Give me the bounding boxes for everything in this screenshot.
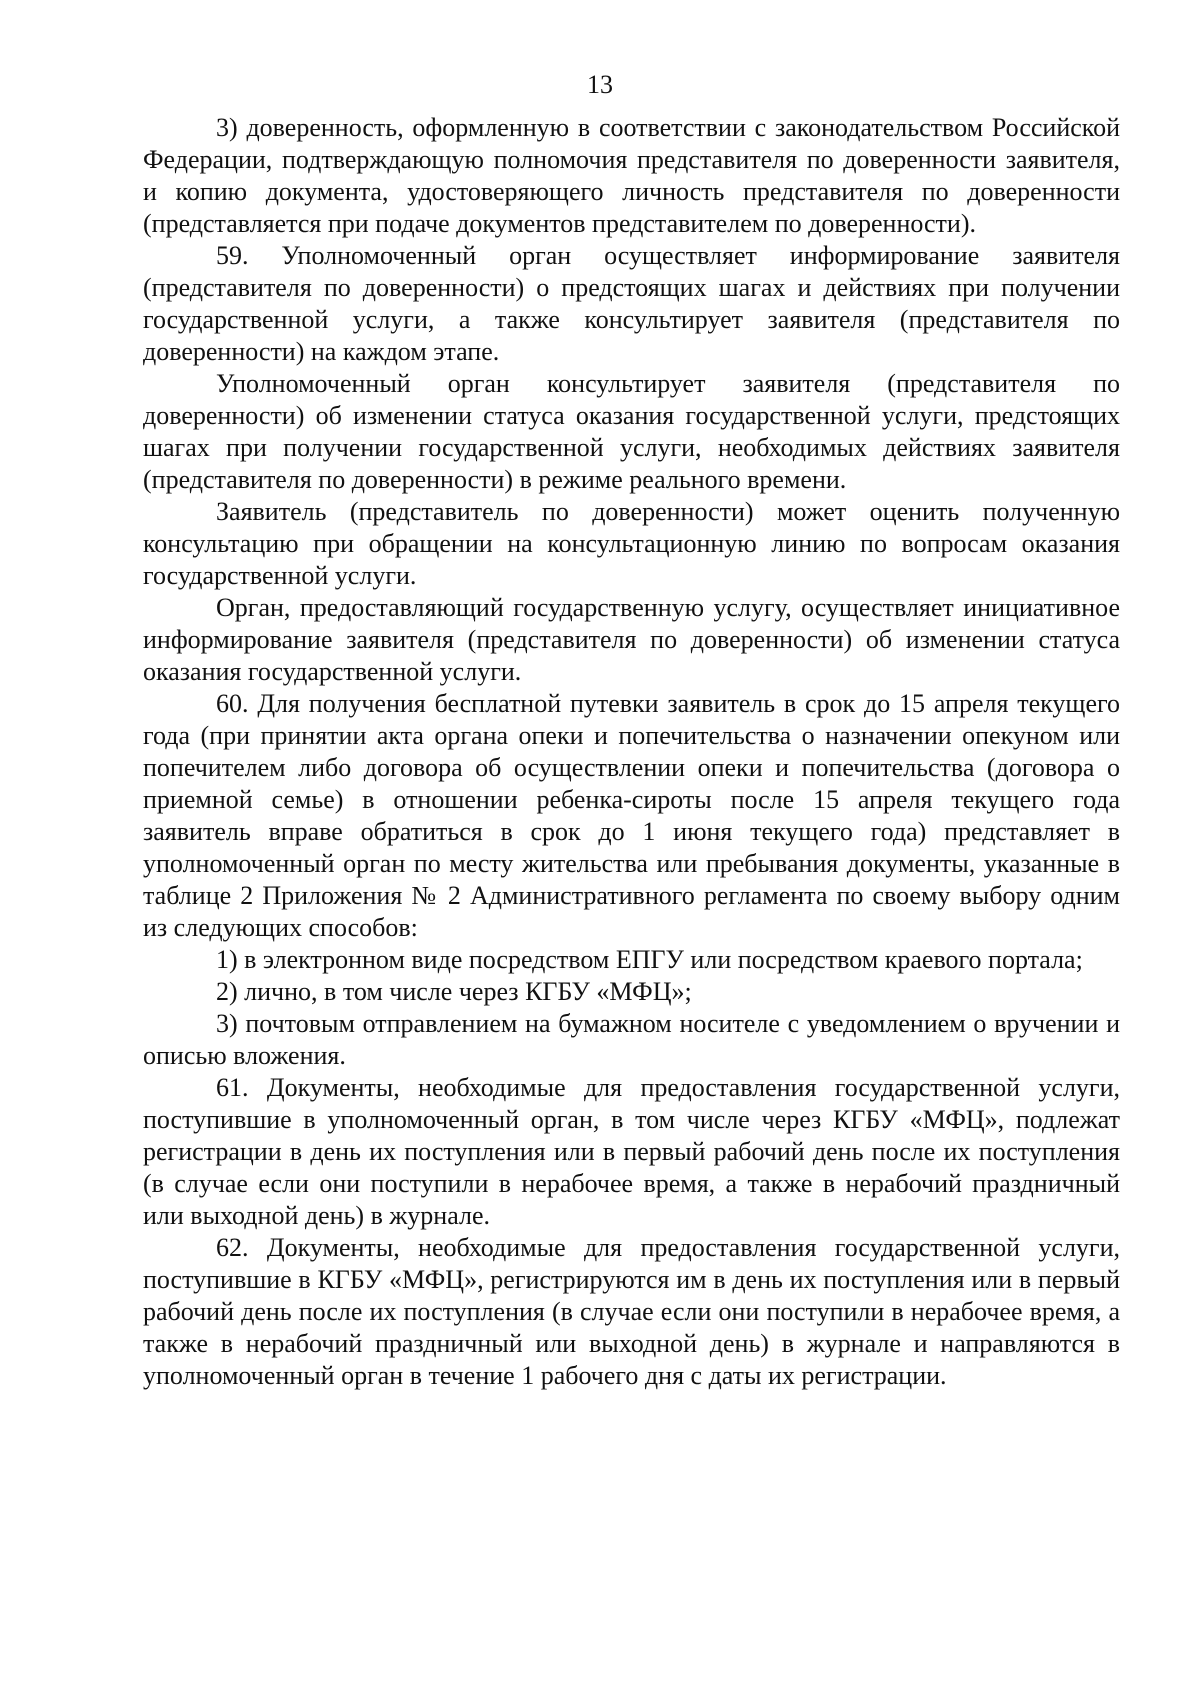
paragraph-proactive-informing: Орган, предоставляющий государственную услугу, осуществляет инициативное информирование заявителя (представителя по доверенности) об изменении статуса оказания государственной услуги. <box>143 593 1120 686</box>
paragraph-60-free-voucher: 60. Для получения бесплатной путевки заявитель в срок до 15 апреля текущего года (при принятии акта органа опеки и попечительства о назначении опекуном или попечителем либо договора об осуществлении опеки и попечительства (договора о приемной семье) в отношении ребенка-сироты после 15 апреля текущего года заявитель вправе обратиться в срок до 1 июня текущего года) представляет в уполномоченный орган по месту жительства или пребывания документы, указанные в таблице 2 Приложения № 2 Административного регламента по своему выбору одним из следующих способов: <box>143 689 1120 942</box>
paragraph-61-registration: 61. Документы, необходимые для предоставления государственной услуги, поступившие в уполномоченный орган, в том числе через КГБУ «МФЦ», подлежат регистрации в день их поступления или в первый рабочий день после их поступления (в случае если они поступили в нерабочее время, а также в нерабочий праздничный или выходной день) в журнале. <box>143 1073 1120 1230</box>
paragraph-consulting-status: Уполномоченный орган консультирует заявителя (представителя по доверенности) об изменении статуса оказания государственной услуги, предстоящих шагах при получении государственной услуги, необходимых действиях заявителя (представителя по доверенности) в режиме реального времени. <box>143 369 1120 494</box>
list-item-postal: 3) почтовым отправлением на бумажном носителе с уведомлением о вручении и описью вложения. <box>143 1009 1120 1070</box>
paragraph-62-mfc-registration: 62. Документы, необходимые для предоставления государственной услуги, поступившие в КГБУ «МФЦ», регистрируются им в день их поступления или в первый рабочий день после их поступления (в случае если они поступили в нерабочее время, а также в нерабочий праздничный или выходной день) в журнале и направляются в уполномоченный орган в течение 1 рабочего дня с даты их регистрации. <box>143 1233 1120 1390</box>
list-item-in-person: 2) лично, в том числе через КГБУ «МФЦ»; <box>216 977 692 1006</box>
document-body <box>143 112 1120 1392</box>
page-number: 13 <box>587 70 613 99</box>
paragraph-evaluate-consultation: Заявитель (представитель по доверенности) может оценить полученную консультацию при обращении на консультационную линию по вопросам оказания государственной услуги. <box>143 497 1120 590</box>
paragraph-59-informing: 59. Уполномоченный орган осуществляет информирование заявителя (представителя по доверенности) о предстоящих шагах и действиях при получении государственной услуги, а также консультирует заявителя (представителя по доверенности) на каждом этапе. <box>143 241 1120 366</box>
list-item-electronic: 1) в электронном виде посредством ЕПГУ или посредством краевого портала; <box>216 945 1083 974</box>
paragraph-item-3-power-of-attorney: 3) доверенность, оформленную в соответствии с законодательством Российской Федерации, подтверждающую полномочия представителя по доверенности заявителя, и копию документа, удостоверяющего личность представителя по доверенности (представляется при подаче документов представителем по доверенности). <box>143 113 1120 238</box>
